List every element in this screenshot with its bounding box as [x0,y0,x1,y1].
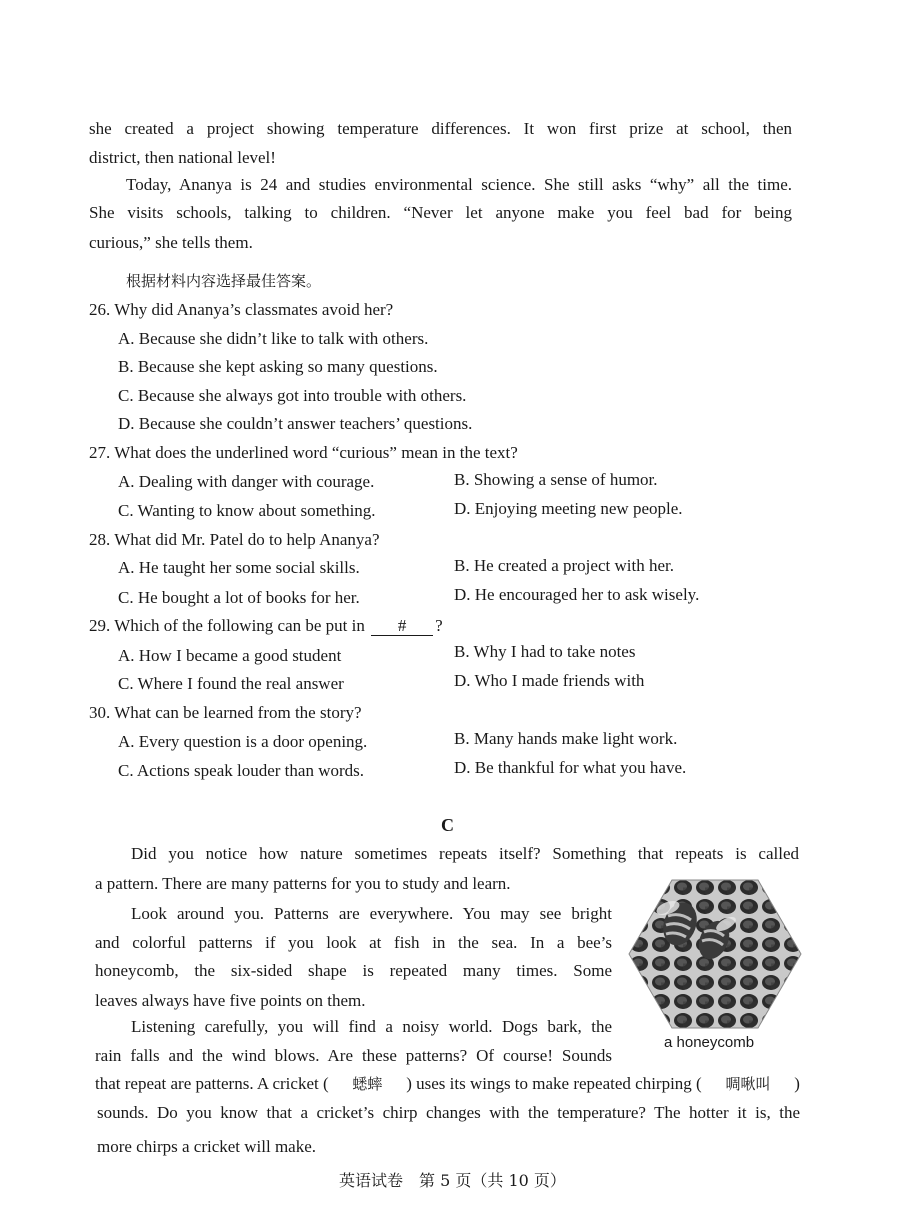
answer-option: D. Who I made friends with [454,671,645,690]
answer-option: B. Why I had to take notes [454,642,636,661]
question-stem: 28. What did Mr. Patel do to help Ananya? [89,530,380,549]
text-segment: ) uses its wings to make repeated chirping ( [406,1074,702,1093]
passage-c-line: Did you notice how nature sometimes repeats itself? Something that repeats is called [131,844,799,863]
page-footer: 英语试卷 第 5 页（共 10 页） [339,1171,566,1190]
answer-option: A. Every question is a door opening. [118,732,368,751]
answer-option: D. Enjoying meeting new people. [454,499,683,518]
passage-c-line: and colorful patterns if you look at fish in the sea. In a bee’s [95,933,612,952]
figure-caption: a honeycomb [664,1034,755,1051]
passage-b-line: Today, Ananya is 24 and studies environmental science. She still asks “why” all the time. [126,175,792,194]
passage-c-line: more chirps a cricket will make. [97,1137,317,1156]
text-segment: that repeat are patterns. A cricket ( [95,1074,329,1093]
answer-option: A. Because she didn’t like to talk with others. [118,329,429,348]
answer-option: D. Because she couldn’t answer teachers’ questions. [118,414,473,433]
answer-option: A. He taught her some social skills. [118,558,360,577]
answer-option: C. Because she always got into trouble with others. [118,386,467,405]
passage-c-line: honeycomb, the six-sided shape is repeated many times. Some [95,961,612,980]
question-stem: 26. Why did Ananya’s classmates avoid her? [89,300,394,319]
passage-c-line: rain falls and the wind blows. Are these patterns? Of course! Sounds [95,1046,612,1065]
passage-c-line: sounds. Do you know that a cricket’s chirp changes with the temperature? The hotter it is, the [97,1103,800,1122]
answer-option: D. He encouraged her to ask wisely. [454,585,700,604]
instruction: 根据材料内容选择最佳答案。 [126,272,322,290]
answer-option: A. How I became a good student [118,646,342,665]
answer-option: B. Many hands make light work. [454,729,678,748]
answer-blank: # [371,617,433,636]
passage-c-line: Look around you. Patterns are everywhere. You may see bright [131,904,612,923]
answer-option: C. Actions speak louder than words. [118,761,364,780]
question-stem: 30. What can be learned from the story? [89,703,362,722]
passage-c-line: leaves always have five points on them. [95,991,366,1010]
section-heading: C [441,815,454,835]
answer-option: B. Because she kept asking so many questions. [118,357,438,376]
answer-option: C. He bought a lot of books for her. [118,588,360,607]
chinese-gloss: 蟋蟀 [352,1075,383,1093]
passage-c-line: a pattern. There are many patterns for you to study and learn. [95,874,511,893]
passage-b-line: district, then national level! [89,148,276,167]
passage-c-line: Listening carefully, you will find a noisy world. Dogs bark, the [131,1017,612,1036]
passage-b-line: she created a project showing temperature differences. It won first prize at school, then [89,119,792,138]
honeycomb-photo [628,878,802,1030]
answer-option: C. Where I found the real answer [118,674,344,693]
answer-option: B. He created a project with her. [454,556,674,575]
question-stem: 27. What does the underlined word “curious” mean in the text? [89,443,518,462]
passage-b-line: She visits schools, talking to children. “Never let anyone make you feel bad for being [89,203,792,222]
answer-option: D. Be thankful for what you have. [454,758,687,777]
question-stem-suffix: ? [435,616,443,635]
passage-c-line [95,1073,800,1095]
text-segment: ) [794,1074,800,1093]
question-stem [89,615,443,637]
answer-option: C. Wanting to know about something. [118,501,376,520]
answer-option: A. Dealing with danger with courage. [118,472,375,491]
passage-b-line: curious,” she tells them. [89,233,253,252]
answer-option: B. Showing a sense of humor. [454,470,658,489]
chinese-gloss: 啁啾叫 [725,1075,771,1093]
question-stem-prefix: 29. Which of the following can be put in [89,616,365,635]
